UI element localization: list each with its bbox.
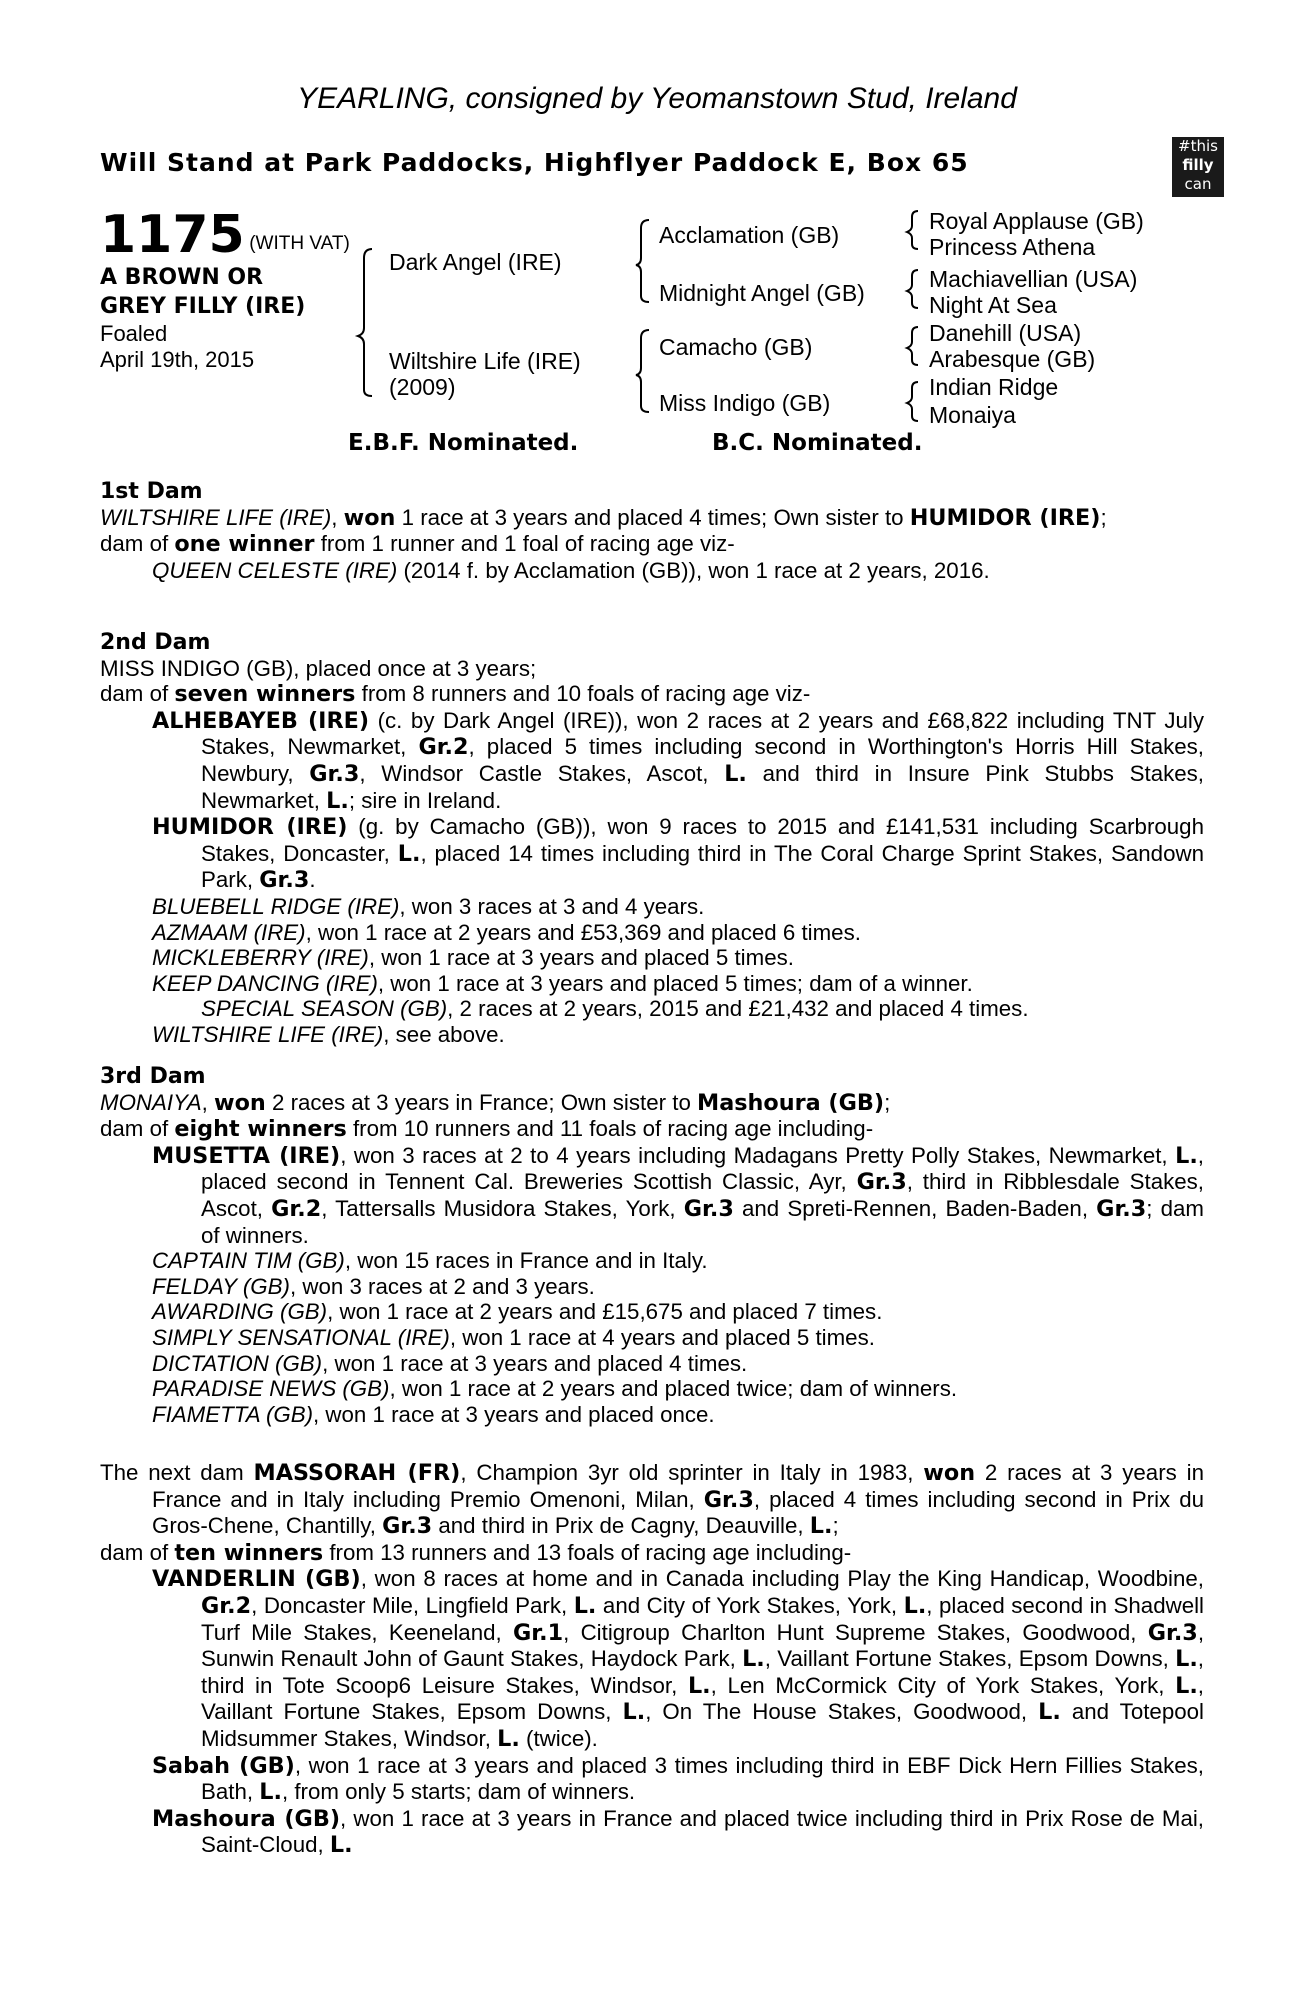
grade: L. (724, 760, 747, 787)
text: , Sunwin Renault John of Gaunt Stakes, Haydock Park, (201, 1619, 1205, 1672)
text: from 13 runners and 13 foals of racing age including- (323, 1539, 852, 1565)
progeny-dictation (100, 1351, 1204, 1377)
next-dam-section (100, 1460, 1204, 1859)
progeny-name: CAPTAIN TIM (GB) (152, 1248, 345, 1274)
text: dam of (100, 1539, 175, 1565)
text: , won 1 race at 4 years and placed 5 times. (449, 1324, 875, 1350)
second-dam-line-2 (100, 681, 1204, 708)
lot-number: 1175 (100, 205, 245, 265)
stand-location: Will Stand at Park Paddocks, Highflyer Paddock E, Box 65 (100, 148, 969, 177)
progeny-name: Mashoura (GB) (152, 1805, 341, 1832)
progeny-name: SIMPLY SENSATIONAL (IRE) (152, 1324, 450, 1350)
next-dam-line-1 (100, 1460, 1204, 1540)
progeny-name: WILTSHIRE LIFE (IRE) (152, 1021, 384, 1047)
grade: Gr.3 (382, 1513, 433, 1540)
won-bold: won (923, 1460, 976, 1486)
pedigree-sire: Dark Angel (IRE) (389, 249, 562, 275)
text: , won 3 races at 3 and 4 years. (399, 893, 705, 919)
third-dam-section (100, 1064, 1204, 1427)
progeny-name: HUMIDOR (IRE) (152, 814, 348, 841)
progeny-alhebayeb (100, 708, 1204, 814)
text: , won 3 races at 2 to 4 years including Madagans Pretty Polly Stakes, Newmarket, (340, 1142, 1176, 1168)
grade: L. (397, 840, 421, 867)
grade: L. (1038, 1699, 1061, 1726)
pedigree-sdd: Night At Sea (929, 292, 1057, 318)
progeny-name: QUEEN CELESTE (IRE) (152, 557, 398, 583)
text: , see above. (383, 1021, 505, 1047)
text: ; (1100, 504, 1107, 530)
pedigree-dam-dam: Miss Indigo (GB) (659, 390, 831, 416)
second-dam-section (100, 630, 1204, 1048)
text: from 1 runner and 1 foal of racing age viz- (314, 531, 735, 557)
text: , won 1 race at 3 years and placed once. (313, 1401, 715, 1427)
progeny-special-season (100, 996, 1204, 1022)
grade: L. (903, 1592, 927, 1619)
grade: Gr.1 (512, 1619, 564, 1646)
progeny-azmaam (100, 920, 1204, 946)
logo-line-3: can (1184, 175, 1212, 193)
pedigree-ssd: Princess Athena (929, 234, 1096, 260)
text: 1 race at 3 years and placed 4 times; Own sister to (395, 504, 910, 530)
progeny-awarding (100, 1299, 1204, 1325)
text: ; (884, 1089, 891, 1115)
text: , won 1 race at 3 years and placed 4 times. (322, 1350, 748, 1376)
pedigree-dam-year: (2009) (389, 374, 456, 400)
text: from 10 runners and 11 foals of racing age including- (346, 1116, 874, 1142)
third-dam-name: MONAIYA (100, 1089, 202, 1115)
text: , Doncaster Mile, Lingfield Park, (251, 1592, 574, 1618)
progeny-name: BLUEBELL RIDGE (IRE) (152, 893, 400, 919)
vat-label: (WITH VAT) (249, 232, 350, 254)
grade: Gr.3 (1147, 1619, 1198, 1646)
text: , Citigroup Charlton Hunt Supreme Stakes, Goodwood, (563, 1619, 1148, 1645)
horse-description-line-2: GREY FILLY (IRE) (100, 294, 306, 319)
bc-nominated: B.C. Nominated. (712, 430, 923, 456)
text: , won 1 race at 3 years and placed 5 times; dam of a winner. (377, 970, 973, 996)
second-dam-heading: 2nd Dam (100, 630, 211, 655)
text: , won 1 race at 2 years and placed twice; dam of winners. (389, 1376, 958, 1402)
grade: L. (497, 1725, 520, 1752)
brace-sire (636, 220, 649, 302)
progeny-mickleberry (100, 945, 1204, 971)
brace-ds (907, 327, 918, 365)
text: , placed second in Shadwell Turf Mile Stakes, Keeneland, (201, 1592, 1205, 1645)
won-bold: won (214, 1089, 266, 1116)
text: , third in Ribblesdale Stakes, Ascot, (201, 1169, 1204, 1221)
text: , from only 5 starts; dam of winners. (281, 1779, 636, 1805)
progeny-name: FELDAY (GB) (152, 1273, 290, 1299)
text: 2 races at 3 years in France; Own sister to (265, 1089, 698, 1115)
first-dam-section (100, 479, 1204, 583)
winners-count: eight winners (174, 1116, 347, 1143)
progeny-sabah (100, 1753, 1204, 1806)
brace-dam (636, 330, 649, 412)
text: , Tattersalls Musidora Stakes, York, (321, 1195, 684, 1221)
text: , Len McCormick City of York Stakes, York, (710, 1672, 1176, 1698)
progeny-bluebell-ridge (100, 894, 1204, 920)
text: , won 1 race at 2 years and £15,675 and placed 7 times. (327, 1299, 883, 1325)
progeny-captain-tim (100, 1248, 1204, 1274)
grade: Gr.2 (418, 734, 469, 761)
progeny-name: ALHEBAYEB (IRE) (152, 707, 370, 734)
grade: L. (687, 1672, 711, 1699)
progeny-mashoura (100, 1806, 1204, 1859)
grade: Gr.3 (309, 760, 360, 787)
text: , Vaillant Fortune Stakes, Epsom Downs, (764, 1646, 1176, 1672)
text: , Vaillant Fortune Stakes, Epsom Downs, (201, 1672, 1204, 1725)
text: from 8 runners and 10 foals of racing age viz- (355, 681, 811, 707)
text: , won 3 races at 2 and 3 years. (289, 1273, 595, 1299)
text: (2014 f. by Acclamation (GB)), won 1 race at 2 years, 2016. (397, 557, 990, 583)
text: , placed 4 times including second in Prix du Gros-Chene, Chantilly, (152, 1486, 1205, 1539)
grade: L. (1175, 1646, 1198, 1673)
grade: L. (326, 787, 349, 814)
winners-count: ten winners (174, 1539, 324, 1566)
grade: L. (329, 1832, 353, 1859)
text: , (331, 504, 344, 530)
brace-sd (907, 270, 918, 308)
second-dam-line-1: MISS INDIGO (GB), placed once at 3 years; (100, 655, 537, 681)
brace-dd (907, 382, 918, 421)
next-dam-name: MASSORAH (FR) (253, 1460, 461, 1486)
progeny-name: SPECIAL SEASON (GB) (201, 996, 448, 1022)
logo-line-1: #this (1178, 137, 1218, 155)
text: (g. by Camacho (GB)), won 9 races to 2015 and £141,531 including Scarbrough Stakes, Doncaster, (201, 814, 1204, 866)
progeny-vanderlin (100, 1566, 1204, 1752)
pedigree-dam: Wiltshire Life (IRE) (389, 348, 581, 374)
text: , Windsor Castle Stakes, Ascot, (359, 760, 725, 786)
winners-count: seven winners (174, 681, 356, 708)
grade: L. (259, 1779, 282, 1806)
progeny-name: KEEP DANCING (IRE) (152, 970, 378, 996)
progeny-musetta (100, 1143, 1204, 1248)
first-dam-heading: 1st Dam (100, 479, 203, 504)
progeny-name: VANDERLIN (GB) (152, 1566, 361, 1593)
pedigree-sds: Machiavellian (USA) (929, 266, 1138, 292)
first-dam-progeny-queen-celeste (100, 558, 1204, 584)
ebf-nominated: E.B.F. Nominated. (348, 430, 579, 456)
logo-line-2: filly (1182, 156, 1214, 174)
text: 2 races at 3 years in France and in Italy including Premio Omenoni, Milan, (152, 1460, 1204, 1512)
text: dam of (100, 1116, 175, 1142)
horse-description-line-1: A BROWN OR (100, 265, 264, 290)
grade: L. (573, 1592, 597, 1619)
text: , won 15 races in France and in Italy. (344, 1248, 708, 1274)
text: , 2 races at 2 years, 2015 and £21,432 and placed 4 times. (447, 996, 1029, 1022)
grade: L. (622, 1699, 646, 1726)
grade: L. (809, 1513, 833, 1540)
progeny-keep-dancing (100, 971, 1204, 997)
progeny-name: MUSETTA (IRE) (152, 1142, 341, 1169)
grade: Gr.3 (1096, 1195, 1147, 1222)
progeny-simply-sensational (100, 1325, 1204, 1351)
progeny-name: PARADISE NEWS (GB) (152, 1376, 390, 1402)
grade: Gr.2 (271, 1195, 322, 1222)
progeny-name: Sabah (GB) (152, 1752, 295, 1779)
pedigree-sire-dam: Midnight Angel (GB) (659, 280, 865, 306)
grade: L. (1175, 1142, 1198, 1169)
sister-name: HUMIDOR (IRE) (909, 504, 1101, 531)
consignor-line: YEARLING, consigned by Yeomanstown Stud, Ireland (297, 82, 1017, 115)
text: (c. by Dark Angel (IRE)), won 2 races at 2 years and £68,822 including TNT July Stakes, Newmarket, (201, 707, 1204, 760)
text: , won 1 race at 3 years and placed 5 times. (368, 945, 794, 971)
text: , third in Tote Scoop6 Leisure Stakes, Windsor, (201, 1646, 1204, 1698)
third-dam-heading: 3rd Dam (100, 1064, 206, 1089)
foaled-date: April 19th, 2015 (100, 347, 255, 372)
progeny-felday (100, 1274, 1204, 1300)
progeny-fiametta (100, 1402, 1204, 1428)
text: , placed 14 times including third in The Coral Charge Sprint Stakes, Sandown Park, (201, 840, 1204, 893)
winners-count: one winner (174, 531, 315, 558)
text: ; sire in Ireland. (348, 787, 502, 813)
progeny-name: DICTATION (GB) (152, 1350, 323, 1376)
text: , (201, 1089, 214, 1115)
first-dam-name: WILTSHIRE LIFE (IRE) (100, 504, 332, 530)
text: , won 8 races at home and in Canada including Play the King Handicap, Woodbine, (360, 1566, 1204, 1592)
brace-ss (907, 211, 918, 249)
progeny-name: FIAMETTA (GB) (152, 1401, 314, 1427)
text: dam of (100, 531, 175, 557)
next-dam-line-2 (100, 1540, 1204, 1567)
third-dam-line-2 (100, 1116, 1204, 1143)
progeny-name: AZMAAM (IRE) (152, 919, 306, 945)
text: . (309, 867, 316, 893)
text: and Spreti-Rennen, Baden-Baden, (733, 1195, 1097, 1221)
pedigree-dds: Indian Ridge (929, 374, 1059, 400)
won-bold: won (343, 504, 396, 531)
text: and Totepool Midsummer Stakes, Windsor, (201, 1699, 1204, 1751)
pedigree-dss: Danehill (USA) (929, 320, 1082, 346)
text: and third in Prix de Cagny, Deauville, (432, 1513, 810, 1539)
text: , won 1 race at 2 years and £53,369 and placed 6 times. (305, 919, 861, 945)
progeny-wiltshire-life (100, 1022, 1204, 1048)
pedigree-ddd: Monaiya (929, 402, 1016, 428)
grade: L. (1175, 1672, 1198, 1699)
grade: Gr.3 (856, 1169, 907, 1196)
pedigree-dam-sire: Camacho (GB) (659, 334, 813, 360)
text: ; dam of winners. (201, 1195, 1204, 1248)
grade: L. (742, 1646, 765, 1673)
progeny-humidor (100, 814, 1204, 894)
grade: Gr.3 (683, 1195, 734, 1222)
foaled-label: Foaled (100, 321, 168, 346)
grade: Gr.3 (259, 867, 310, 894)
pedigree-sire-sire: Acclamation (GB) (659, 222, 840, 248)
text: The next dam (100, 1460, 254, 1485)
grade: Gr.3 (703, 1486, 754, 1513)
brace-main (358, 249, 372, 396)
progeny-paradise-news (100, 1376, 1204, 1402)
text: (twice). (519, 1725, 598, 1751)
text: , On The House Stakes, Goodwood, (645, 1699, 1039, 1725)
progeny-name: MICKLEBERRY (IRE) (152, 945, 369, 971)
text: ; (832, 1513, 839, 1539)
text: dam of (100, 681, 175, 707)
text: and City of York Stakes, York, (596, 1592, 904, 1618)
text: , won 1 race at 3 years and placed 3 times including third in EBF Dick Hern Fillies Stakes, Bath, (201, 1752, 1204, 1805)
text: , placed 5 times including second in Worthington's Horris Hill Stakes, Newbury, (201, 734, 1204, 786)
text: , Champion 3yr old sprinter in Italy in 1983, (460, 1460, 924, 1485)
text: , won 1 race at 3 years in France and placed twice including third in Prix Rose de Mai, Saint-Cloud, (201, 1805, 1204, 1858)
grade: Gr.2 (201, 1592, 252, 1619)
third-dam-line-1 (100, 1090, 1204, 1117)
first-dam-line-2 (100, 531, 1204, 558)
progeny-name: AWARDING (GB) (152, 1299, 328, 1325)
first-dam-line-1 (100, 505, 1204, 532)
pedigree-dsd: Arabesque (GB) (929, 346, 1096, 372)
sister-name: Mashoura (GB) (697, 1089, 885, 1116)
pedigree-sss: Royal Applause (GB) (929, 208, 1144, 234)
text: , placed second in Tennent Cal. Breweries Scottish Classic, Ayr, (201, 1142, 1204, 1195)
text: and third in Insure Pink Stubbs Stakes, Newmarket, (201, 760, 1204, 813)
